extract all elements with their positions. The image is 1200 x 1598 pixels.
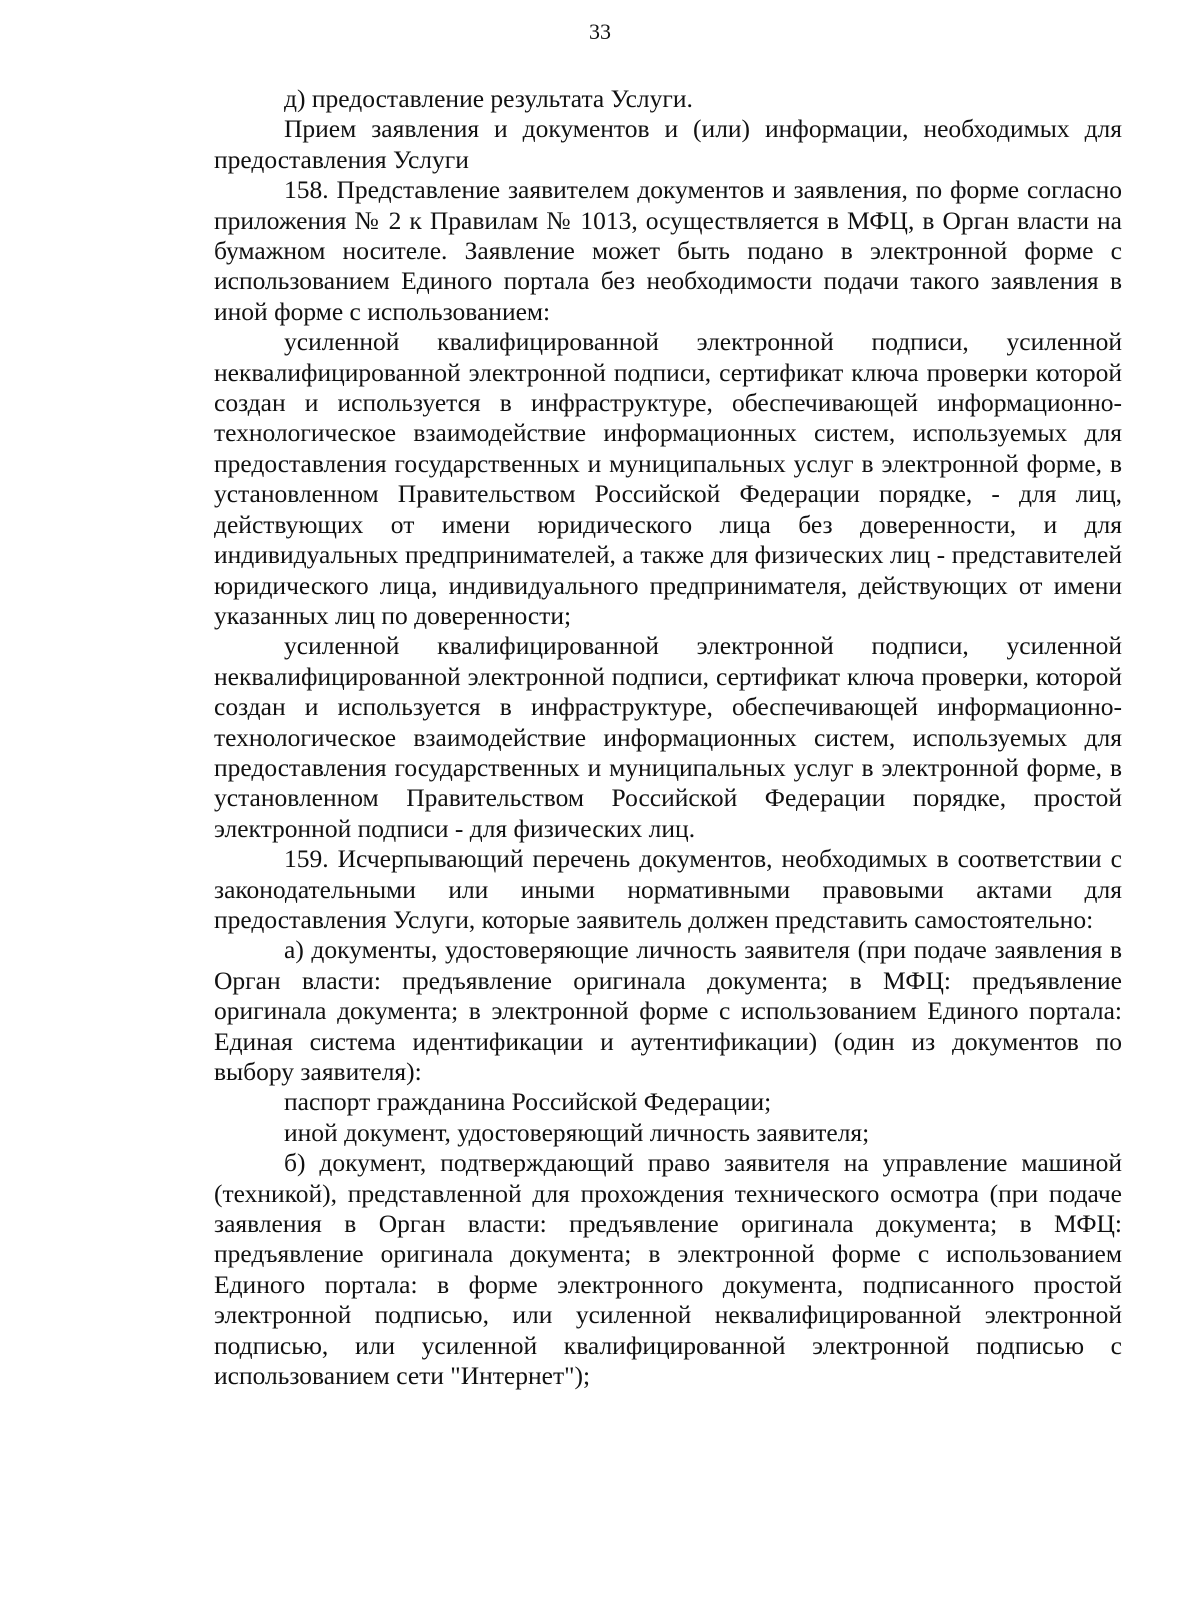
- paragraph-section-heading: Прием заявления и документов и (или) информации, необходимых для предоставления Услуги: [214, 114, 1122, 174]
- paragraph-passport: паспорт гражданина Российской Федерации;: [284, 1087, 772, 1117]
- paragraph-b-driving-right-document: б) документ, подтверждающий право заявителя на управление машиной (техникой), представленной для прохождения технического осмотра (при подаче заявления в Орган власти: предъявление оригинала документа; в МФЦ: предъявление оригинала документа; в электронной форме с использованием Единого портала: в форме электронного документа, подписанного простой электронной подписью, или усиленной неквалифицированной электронной подписью, или усиленной квалифицированной электронной подписью с использованием сети "Интернет");: [214, 1148, 1122, 1391]
- document-body: [214, 84, 1122, 1391]
- paragraph-a-identity-documents: а) документы, удостоверяющие личность заявителя (при подаче заявления в Орган власти: предъявление оригинала документа; в МФЦ: предъявление оригинала документа; в электронной форме с использованием Единого портала: Единая система идентификации и аутентификации) (один из документов по выбору заявителя):: [214, 935, 1122, 1086]
- paragraph-result-provision: д) предоставление результата Услуги.: [284, 84, 693, 113]
- paragraph-159: 159. Исчерпывающий перечень документов, необходимых в соответствии с законодательными или иными нормативными правовыми актами для предоставления Услуги, которые заявитель должен представить самостоятельно:: [214, 844, 1122, 934]
- paragraph-qualified-signature-physical: усиленной квалифицированной электронной подписи, усиленной неквалифицированной электронной подписи, сертификат ключа проверки, которой создан и используется в инфраструктуре, обеспечивающей информационно-технологическое взаимодействие информационных систем, используемых для предоставления государственных и муниципальных услуг в электронной форме, в установленном Правительством Российской Федерации порядке, простой электронной подписи - для физических лиц.: [214, 631, 1122, 843]
- paragraph-other-identity-document: иной документ, удостоверяющий личность заявителя;: [284, 1117, 870, 1147]
- paragraph-158: 158. Представление заявителем документов и заявления, по форме согласно приложения № 2 к Правилам № 1013, осуществляется в МФЦ, в Орган власти на бумажном носителе. Заявление может быть подано в электронной форме с использованием Единого портала без необходимости подачи такого заявления в иной форме с использованием:: [214, 175, 1122, 326]
- page-number: 33: [589, 19, 611, 44]
- paragraph-qualified-signature-legal: усиленной квалифицированной электронной подписи, усиленной неквалифицированной электронной подписи, сертификат ключа проверки которой создан и используется в инфраструктуре, обеспечивающей информационно-технологическое взаимодействие информационных систем, используемых для предоставления государственных и муниципальных услуг в электронной форме, в установленном Правительством Российской Федерации порядке, - для лиц, действующих от имени юридического лица без доверенности, и для индивидуальных предпринимателей, а также для физических лиц - представителей юридического лица, индивидуального предпринимателя, действующих от имени указанных лиц по доверенности;: [214, 327, 1122, 630]
